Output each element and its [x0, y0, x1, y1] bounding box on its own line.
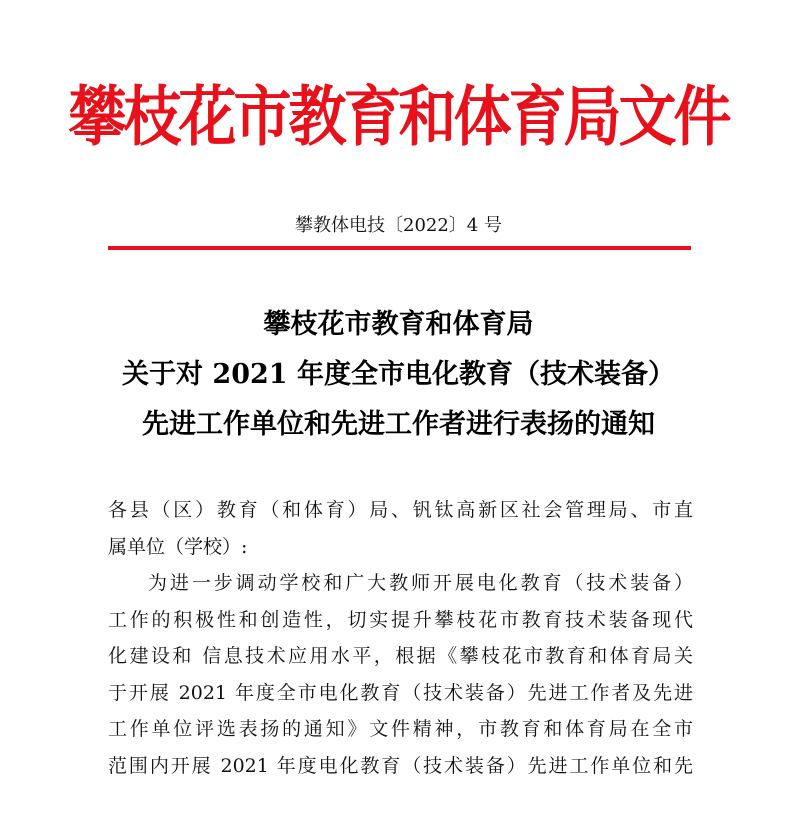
notice-title-line-1: 攀枝花市教育和体育局: [263, 309, 534, 340]
letterhead-title: 攀枝花市教育和体育局文件: [68, 78, 729, 155]
paragraph-line: 工作的积极性和创造性，切实提升攀枝花市教育技术装备现代: [108, 608, 693, 631]
notice-title-line-2: 关于对 2021 年度全市电化教育（技术装备）: [122, 359, 675, 390]
red-divider-line: [108, 246, 691, 250]
addressee-line-1: 各县（区）教育（和体育）局、钒钛高新区社会管理局、市直: [108, 499, 693, 521]
paragraph-line: 于开展 2021 年度全市电化教育（技术装备）先进工作者及先进: [108, 681, 693, 704]
notice-title-line-3: 先进工作单位和先进工作者进行表扬的通知: [142, 409, 655, 440]
document-number: 攀教体电技〔2022〕4 号: [295, 215, 502, 236]
paragraph-line: 化建设和 信息技术应用水平，根据《攀枝花市教育和体育局关: [108, 645, 693, 667]
notice-body: [108, 492, 693, 784]
paragraph-line: 工作单位评选表扬的通知》文件精神，市教育和体育局在全市: [108, 718, 693, 740]
paragraph-line: 为进一步调动学校和广大教师开展电化教育（技术装备）: [148, 572, 693, 594]
notice-title: [0, 300, 797, 450]
paragraph-line: 范围内开展 2021 年度电化教育（技术装备）先进工作单位和先: [108, 754, 693, 777]
addressee-line-2: 属单位（学校）:: [108, 535, 248, 558]
